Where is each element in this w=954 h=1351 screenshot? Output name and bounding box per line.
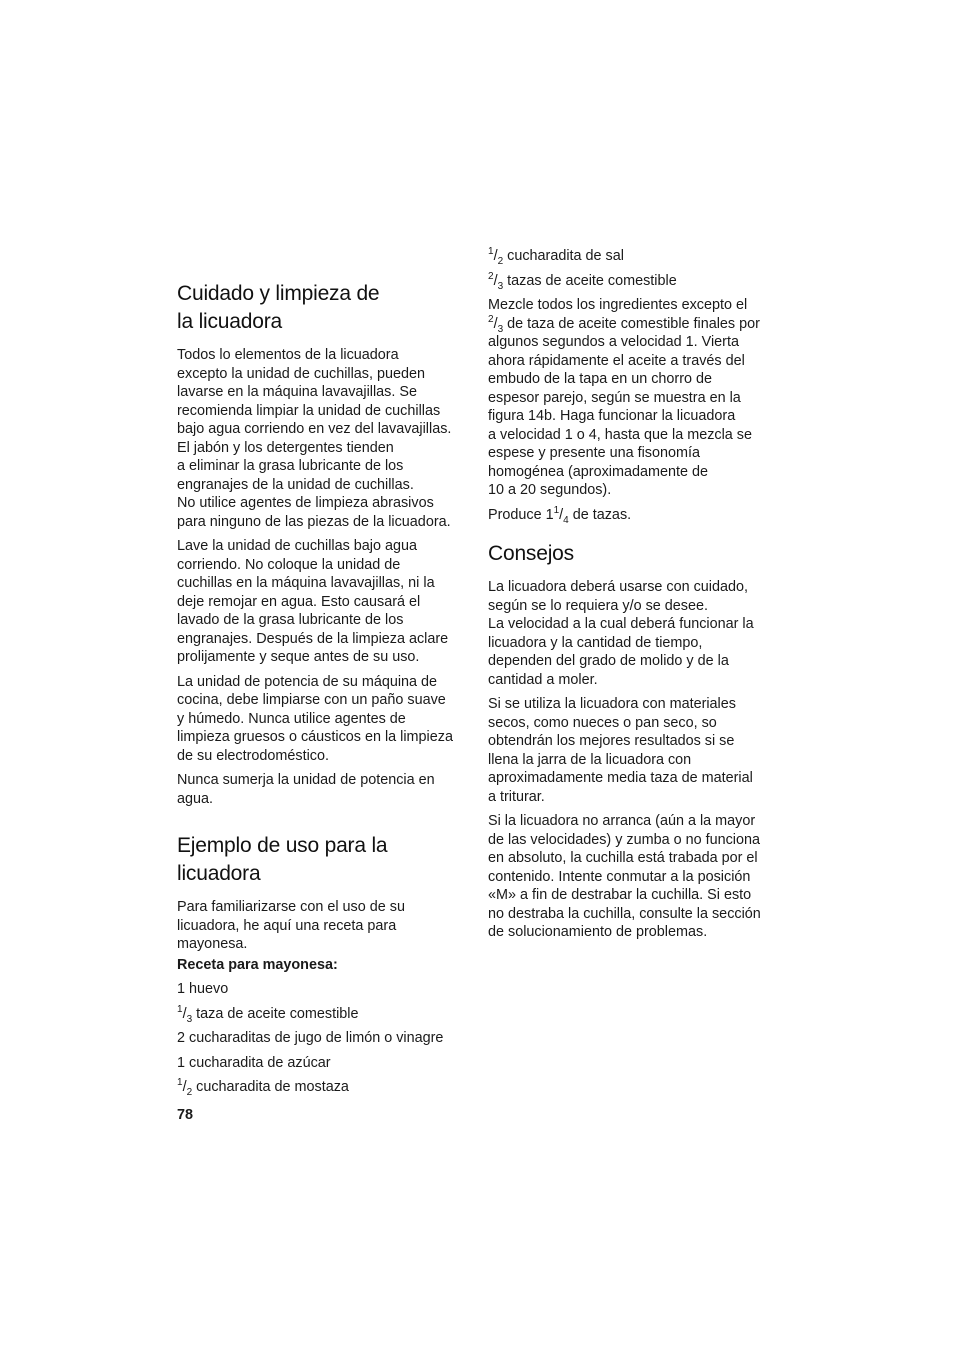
fraction-numerator: 1 xyxy=(177,1003,183,1015)
ingredient-mustard: $^1/_2$ cucharadita de mostaza xyxy=(177,1077,349,1098)
fraction-numerator: 1 xyxy=(488,246,494,258)
left-column xyxy=(177,280,473,1103)
cleaning-paragraph-4: Nunca sumerja la unidad de potencia en agua. xyxy=(177,772,435,807)
ingredient-text: tazas de aceite comestible xyxy=(503,272,677,289)
section-title-cleaning: Cuidado y limpieza de la licuadora xyxy=(177,282,380,333)
fraction-denominator: 2 xyxy=(186,1086,193,1098)
ingredient-text: taza de aceite comestible xyxy=(192,1005,359,1022)
cleaning-paragraph-1: Todos lo elementos de la licuadora excepto la unidad de cuchillas, pueden lavarse en la máquina lavavajillas. Se recomienda limpiar la unidad de cuchillas bajo agua corriendo en vez del lavavajillas. El jabón y los detergentes tienden a eliminar la grasa lubricante de los engranajes de la unidad de cuchillas. No utilice agentes de limpieza abrasivos para ninguno de las piezas de la licuadora. xyxy=(177,347,452,530)
fraction-denominator: 3 xyxy=(186,1013,193,1025)
mix-instructions: Mezcle todos los ingredientes excepto el $^2/_3$ de taza de aceite comestible finales por algunos segundos a velocidad 1. Vierta ahora rápidamente el aceite a través del embudo de la tapa en un chorro de espesor parejo, según se muestra en la figura 14b. Haga funcionar la licuadora a velocidad 1 o 4, hasta que la mezcla se espese y presente una fisonomía homogénea (aproximadamente de 10 a 20 segundos). xyxy=(488,297,760,498)
section-title-example: Ejemplo de uso para la licuadora xyxy=(177,834,388,885)
yield-suffix: de tazas. xyxy=(568,506,632,523)
fraction-denominator: 3 xyxy=(497,323,504,335)
right-column xyxy=(488,247,784,948)
fraction-numerator: 2 xyxy=(488,270,494,282)
mix-rest: algunos segundos a velocidad 1. Vierta ahora rápidamente el aceite a través del embudo de la tapa en un chorro de espesor parejo, según se muestra en la figura 14b. Haga funcionar la licuadora a velocidad 1 o 4, hasta que la mezcla se espese y presente una fisonomía homogénea (aproximadamente de 10 a 20 segundos). xyxy=(488,334,752,498)
fraction-denominator: 4 xyxy=(563,514,569,526)
ingredient-egg: 1 huevo xyxy=(177,981,229,997)
yield-line: Produce $1^1/_4$ de tazas. xyxy=(488,504,632,526)
mix-line-2: de taza de aceite comestible finales por xyxy=(503,315,760,332)
fraction-denominator: 2 xyxy=(497,255,504,267)
cleaning-paragraph-2: Lave la unidad de cuchillas bajo agua corriendo. No coloque la unidad de cuchillas en la máquina lavavajillas, ni la deje remojar en agua. Esto causará el lavado de la grasa lubricante de los engranajes. Después de la limpieza aclare prolijamente y seque antes de su uso. xyxy=(177,538,449,665)
page-number: 78 xyxy=(177,1107,194,1123)
tips-paragraph-1: La licuadora deberá usarse con cuidado, según se lo requiera y/o se desee. La velocidad a la cual deberá funcionar la licuadora y la cantidad de tiempo, dependen del grado de molido y de la cantidad a moler. xyxy=(488,579,754,688)
fraction-numerator: 2 xyxy=(488,313,494,325)
ingredient-text: cucharadita de mostaza xyxy=(192,1079,349,1095)
mix-line-1: Mezcle todos los ingredientes excepto el xyxy=(488,297,748,313)
recipe-heading: Receta para mayonesa: xyxy=(177,956,338,973)
tips-paragraph-2: Si se utiliza la licuadora con materiales secos, como nueces o pan seco, so obtendrán los mejores resultados si se llena la jarra de la licuadora con aproximadamente media taza de material a triturar. xyxy=(488,696,753,805)
yield-prefix: Produce 1 xyxy=(488,506,554,523)
ingredient-lemon: 2 cucharaditas de jugo de limón o vinagre xyxy=(177,1030,444,1046)
ingredient-text: cucharadita de sal xyxy=(503,248,624,264)
fraction-numerator: 1 xyxy=(177,1077,183,1089)
tips-paragraph-3: Si la licuadora no arranca (aún a la mayor de las velocidades) y zumba o no funciona en absoluto, la cuchilla está trabada por el contenido. Intente conmutar a la posición «M» a fin de destrabar la cuchilla. Si esto no destraba la cuchilla, consulte la sección de solucionamiento de problemas. xyxy=(488,813,761,940)
fraction-numerator: 1 xyxy=(553,504,560,516)
ingredient-salt: $^1/_2$ cucharadita de sal xyxy=(488,246,624,267)
cleaning-paragraph-3: La unidad de potencia de su máquina de cocina, debe limpiarse con un paño suave y húmedo. Nunca utilice agentes de limpieza gruesos o cáusticos en la limpieza de su electrodoméstico. xyxy=(177,673,453,764)
section-title-tips: Consejos xyxy=(488,542,574,565)
ingredient-oil: $^1/_3$ taza de aceite comestible xyxy=(177,1003,359,1025)
ingredient-sugar: 1 cucharadita de azúcar xyxy=(177,1054,331,1071)
fraction-denominator: 3 xyxy=(497,280,504,292)
example-paragraph: Para familiarizarse con el uso de su licuadora, he aquí una receta para mayonesa. xyxy=(177,899,405,952)
ingredient-oil-2: $^2/_3$ tazas de aceite comestible xyxy=(488,270,677,292)
